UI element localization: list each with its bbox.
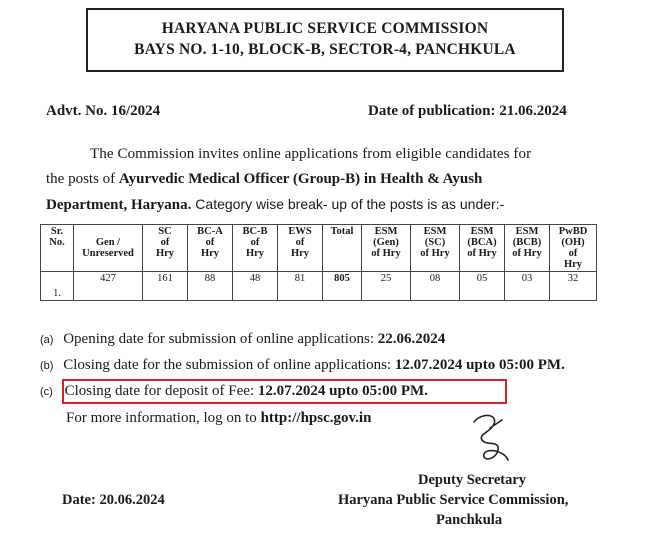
table-header-cell: [460, 225, 505, 272]
header-line: (Gen): [373, 237, 399, 248]
header-line: ESM: [470, 226, 494, 237]
publication-date: Date of publication: 21.06.2024: [368, 103, 567, 119]
table-header-cell: [233, 225, 278, 272]
item-text: Closing date for deposit of Fee:: [64, 383, 258, 399]
item-b: [40, 357, 565, 374]
signatory-title: Deputy Secretary: [418, 472, 527, 488]
intro-line-2: [46, 171, 482, 188]
header-line: of Hry: [512, 248, 542, 259]
header-line: of Hry: [420, 248, 450, 259]
table-cell: 03: [505, 272, 550, 301]
item-label: (b): [40, 360, 54, 372]
item-date: 22.06.2024: [377, 331, 446, 347]
website-link[interactable]: http://hpsc.gov.in: [260, 410, 372, 426]
table-header-cell: [505, 225, 550, 272]
table-header-cell: [411, 225, 460, 272]
header-line: SC: [158, 226, 172, 237]
header-line: (BCA): [467, 237, 497, 248]
table-cell: 161: [143, 272, 188, 301]
table-header-cell: [143, 225, 188, 272]
header-line: Unreserved: [82, 248, 134, 259]
item-date: 12.07.2024 upto 05:00 PM.: [394, 357, 565, 373]
more-info-text: For more information, log on to: [66, 410, 261, 426]
header-line: Hry: [200, 248, 220, 259]
header-line: Gen /: [95, 237, 121, 248]
header-line: PwBD: [558, 226, 588, 237]
header-line: EWS: [288, 226, 312, 237]
header-line: ESM: [423, 226, 447, 237]
table-header-cell: [278, 225, 323, 272]
table-cell: 88: [188, 272, 233, 301]
table-cell: 427: [74, 272, 143, 301]
header-line: ESM: [374, 226, 398, 237]
header-line: Sr.: [50, 226, 64, 237]
table-header-cell: [74, 225, 143, 272]
header-line: BC-B: [242, 226, 268, 237]
signatory-place: Panchkula: [436, 512, 503, 528]
header-line: (SC): [424, 237, 446, 248]
header-line: (OH): [561, 237, 585, 248]
item-date: 12.07.2024 upto 05:00 PM.: [257, 383, 428, 399]
item-text: Opening date for submission of online applications:: [63, 331, 378, 347]
item-a: [40, 331, 445, 348]
more-info: [66, 410, 371, 427]
table-cell: 32: [550, 272, 597, 301]
table-cell: 805: [323, 272, 362, 301]
advt-number: Advt. No. 16/2024: [46, 103, 161, 119]
intro-text: the posts of: [46, 171, 119, 187]
table-cell: 1.: [41, 272, 74, 301]
table-header-cell: [550, 225, 597, 272]
notice-date: Date: 20.06.2024: [62, 492, 165, 508]
header-line: ESM: [515, 226, 539, 237]
table-header-cell: [362, 225, 411, 272]
header-line: (BCB): [512, 237, 542, 248]
header-line: of Hry: [467, 248, 497, 259]
table-cell: 81: [278, 272, 323, 301]
header-line: of: [568, 248, 578, 259]
table-cell: 08: [411, 272, 460, 301]
header-line: of: [205, 237, 215, 248]
intro-line-1: The Commission invites online applications from eligible candidates for: [90, 146, 532, 162]
table-cell: 25: [362, 272, 411, 301]
table-header-row: [41, 225, 597, 272]
signatory-org: Haryana Public Service Commission,: [338, 492, 569, 508]
table-row: [41, 272, 597, 301]
header-line: of: [160, 237, 170, 248]
department-name: Department, Haryana.: [46, 197, 192, 213]
table-header-cell: [323, 225, 362, 272]
item-label: (c): [40, 386, 53, 398]
signature-icon: [464, 410, 524, 470]
commission-name: HARYANA PUBLIC SERVICE COMMISSION: [161, 20, 489, 37]
item-text: Closing date for the submission of online applications:: [63, 357, 395, 373]
header-box: [86, 8, 564, 72]
post-name: Ayurvedic Medical Officer (Group-B) in Health & Ayush: [118, 171, 483, 187]
table-cell: 05: [460, 272, 505, 301]
item-label: (a): [40, 334, 54, 346]
commission-address: BAYS NO. 1-10, BLOCK-B, SECTOR-4, PANCHKULA: [134, 41, 516, 58]
header-line: Hry: [563, 259, 583, 270]
table-header-cell: [188, 225, 233, 272]
table-cell: 48: [233, 272, 278, 301]
header-line: Total: [330, 226, 354, 237]
header-line: Hry: [290, 248, 310, 259]
intro-line-3: [46, 196, 504, 214]
intro-text: Category wise break- up of the posts is as under:-: [191, 196, 505, 212]
highlight-box: [62, 379, 507, 404]
header-line: BC-A: [197, 226, 223, 237]
header-line: Hry: [155, 248, 175, 259]
header-line: of: [295, 237, 305, 248]
table-header-cell: [41, 225, 74, 272]
header-line: of: [250, 237, 260, 248]
header-line: of Hry: [371, 248, 401, 259]
header-line: No.: [49, 237, 65, 248]
posts-table: [40, 224, 597, 301]
header-line: Hry: [245, 248, 265, 259]
